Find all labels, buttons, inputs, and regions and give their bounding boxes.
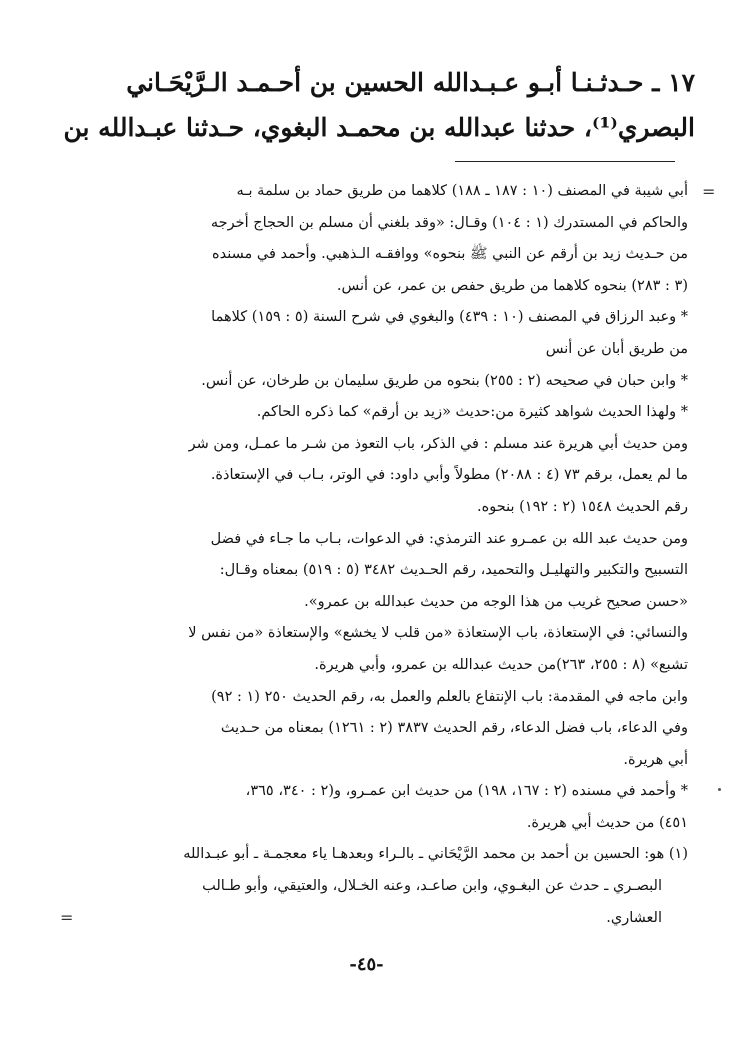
note-line: من طريق أبان عن أنس [545,340,688,357]
note-line: * وابن حبان في صحيحه (٢ : ٢٥٥) بنحوه من طريق سليمان بن طرخان، عن أنس. [201,372,688,389]
note-line: وابن ماجه في المقدمة: باب الإنتفاع بالعلم والعمل به، رقم الحديث ٢٥٠ (١ : ٩٢) [211,688,688,705]
hadith-line: البصري⁽¹⁾، حدثنا عبدالله بن محمـد البغوي، حـدثنا عبـدالله بن [63,113,695,142]
note-line: * وأحمد في مسنده (٢ : ١٦٧، ١٩٨) من حديث ابن عمـرو، و(٢ : ٣٤٠، ٣٦٥، [245,783,688,800]
note-line: ٤٥١) من حديث أبي هريرة. [526,814,688,831]
note-line: تشبع» (٨ : ٢٥٥، ٢٦٣)من حديث عبدالله بن عمرو، وأبي هريرة. [314,656,688,673]
note-line: والحاكم في المستدرك (١ : ١٠٤) وقـال: «وقد بلغني أن مسلم بن الحجاج أخرجه [210,214,688,231]
note-line: «حسن صحيح غريب من هذا الوجه من حديث عبدالله بن عمرو». [304,593,688,610]
footnote-divider [455,161,675,162]
hadith-line: ١٧ ـ حـدثـنـا أبـو عـبـدالله الحسين بن أحـمـد الـرَّيْحَـاني [126,68,695,97]
continuation-mark: = [702,182,716,201]
note-line: ومن حديث أبي هريرة عند مسلم : في الذكر، باب التعوذ من شـر ما عمـل، ومن شر [188,435,688,452]
margin-dot [718,788,721,791]
footnotes-section [58,176,688,934]
note-line: التسبيح والتكبير والتهليـل والتحميد، رقم الحـديث ٣٤٨٢ (٥ : ٥١٩) بمعناه وقـال: [219,562,688,579]
note-line: من حـديث زيد بن أرقم عن النبي ﷺ بنحوه» ووافقـه الـذهبي. وأحمد في مسنده [211,246,688,263]
note-line: * وعبد الرزاق في المصنف (١٠ : ٤٣٩) والبغوي في شرح السنة (٥ : ١٥٩) كلاهما [211,309,688,326]
page-number: -٤٥- [349,954,384,975]
note-line: أبي شيبة في المصنف (١٠ : ١٨٧ ـ ١٨٨) كلاهما من طريق حماد بن سلمة بـه [236,183,688,199]
footnote-1 [58,839,688,934]
note-line: أبي هريرة. [623,751,688,768]
note-line: (٣ : ٢٨٣) بنحوه كلاهما من طريق حفص بن عمر، عن أنس. [336,277,688,294]
note-line: والنسائي: في الإستعاذة، باب الإستعاذة «من قلب لا يخشع» والإستعاذة «من نفس لا [188,625,688,642]
hadith-text [55,60,695,150]
note-line: ومن حديث عبد الله بن عمـرو عند الترمذي: في الدعوات، بـاب ما جـاء في فضل [210,530,688,547]
note-line: * ولهذا الحديث شواهد كثيرة من:حديث «زيد بن أرقم» كما ذكره الحاكم. [256,404,688,421]
note-line: ما لم يعمل، برقم ٧٣ (٤ : ٢٠٨٨) مطولاً وأبي داود: في الوتر، بـاب في الإستعاذة. [210,467,688,484]
footnote-line: البصـري ـ حدث عن البغـوي، وابن صاعـد، وعنه الخـلال، والعتيقي، وأبو طـالب [202,878,662,895]
note-line: رقم الحديث ١٥٤٨ (٢ : ١٩٢) بنحوه. [477,498,688,515]
note-line: وفي الدعاء، باب فضل الدعاء، رقم الحديث ٣٨٣٧ (٢ : ١٢٦١) بمعناه من حـديث [220,720,688,737]
footnote-line: العشاري. [606,909,662,926]
footnote-line: (١) هو: الحسين بن أحمد بن محمد الرَّيْحَاني ـ بالـراء وبعدهـا ياء معجمـة ـ أبو عبـدالله [183,846,688,863]
continuation-mark: = [60,908,74,927]
